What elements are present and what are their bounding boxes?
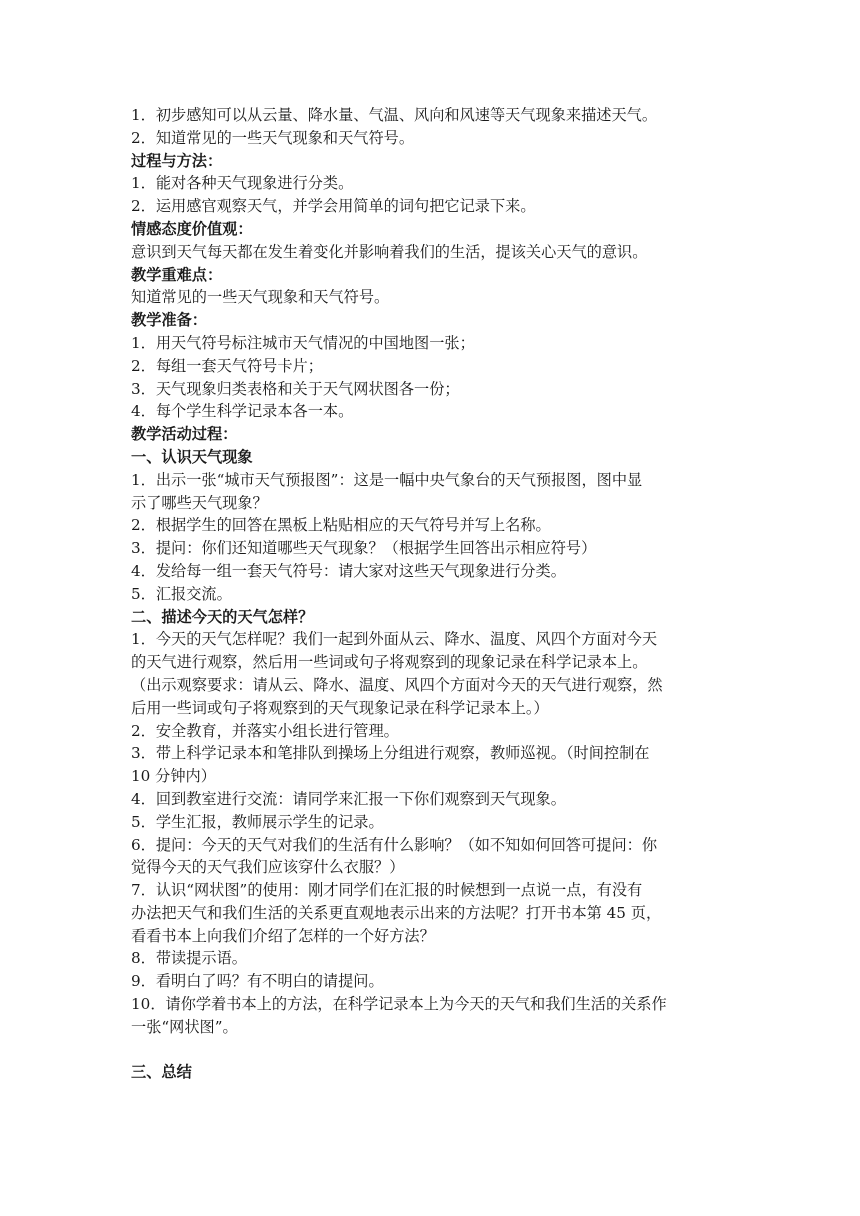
paragraph-line: 10 分钟内） [131,767,216,786]
paragraph-line: （出示观察要求：请从云、降水、温度、风四个方面对今天的天气进行观察，然 [131,675,663,694]
paragraph-line: 10．请你学着书本上的方法，在科学记录本上为今天的天气和我们生活的关系作 [131,995,667,1014]
paragraph-line: 1．能对各种天气现象进行分类。 [131,174,354,193]
paragraph-line: 1．用天气符号标注城市天气情况的中国地图一张； [131,333,475,352]
paragraph-line: 1．出示一张“城市天气预报图”：这是一幅中央气象台的天气预报图，图中显 [131,470,643,489]
paragraph-line: 1．今天的天气怎样呢？我们一起到外面从云、降水、温度、风四个方面对今天 [131,630,658,649]
paragraph-line: 2．知道常见的一些天气现象和天气符号。 [131,128,415,147]
section-heading: 教学重难点： [131,265,223,284]
paragraph-line: 4．每个学生科学记录本各一本。 [131,402,354,421]
blank-line [131,1039,860,1062]
paragraph-line: 2．每组一套天气符号卡片； [131,356,323,375]
paragraph-line: 4．发给每一组一套天气符号：请大家对这些天气现象进行分类。 [131,561,566,580]
paragraph-line: 1．初步感知可以从云量、降水量、气温、风向和风速等天气现象来描述天气。 [131,106,658,124]
paragraph-line: 2．安全教育，并落实小组长进行管理。 [131,721,399,740]
paragraph-line: 5．汇报交流。 [131,584,232,603]
paragraph-line: 6．提问：今天的天气对我们的生活有什么影响？（如不知如何回答可提问：你 [131,835,658,854]
section-heading: 教学准备： [131,311,207,330]
paragraph-line: 2．运用感官观察天气，并学会用简单的词句把它记录下来。 [131,197,536,216]
paragraph-line: 5．学生汇报，教师展示学生的记录。 [131,812,384,831]
paragraph-line: 知道常见的一些天气现象和天气符号。 [131,288,390,307]
section-heading: 一、认识天气现象 [131,447,253,466]
paragraph-line: 一张“网状图”。 [131,1017,238,1036]
paragraph-line: 4．回到教室进行交流：请同学来汇报一下你们观察到天气现象。 [131,789,566,808]
paragraph-line: 3．带上科学记录本和笔排队到操场上分组进行观察，教师巡视。（时间控制在 [131,744,650,763]
section-heading: 情感态度价值观： [131,219,253,238]
section-heading: 三、总结 [131,1063,192,1082]
paragraph-line: 意识到天气每天都在发生着变化并影响着我们的生活，提该关心天气的意识。 [131,242,648,261]
paragraph-line: 3．天气现象归类表格和关于天气网状图各一份； [131,379,460,398]
paragraph-line: 9．看明白了吗？有不明白的请提问。 [131,972,384,991]
paragraph-line: 的天气进行观察，然后用一些词或句子将观察到的现象记录在科学记录本上。 [131,653,648,672]
section-heading: 过程与方法： [131,151,223,170]
paragraph-line: 7．认识“网状图”的使用：刚才同学们在汇报的时候想到一点说一点，有没有 [131,881,643,900]
paragraph-line: 3．提问：你们还知道哪些天气现象？（根据学生回答出示相应符号） [131,539,597,558]
section-heading: 二、描述今天的天气怎样？ [131,607,314,626]
paragraph-line: 看看书本上向我们介绍了怎样的一个好方法？ [131,926,435,945]
paragraph-line: 觉得今天的天气我们应该穿什么衣服？） [131,858,405,877]
paragraph-line: 示了哪些天气现象？ [131,493,268,512]
paragraph-line: 2．根据学生的回答在黑板上粘贴相应的天气符号并写上名称。 [131,516,551,535]
paragraph-line: 办法把天气和我们生活的关系更直观地表示出来的方法呢？打开书本第 45 页， [131,903,662,922]
paragraph-line: 后用一些词或句子将观察到的天气现象记录在科学记录本上。） [131,698,549,717]
section-heading: 教学活动过程： [131,425,238,444]
paragraph-line: 8．带读提示语。 [131,949,247,968]
